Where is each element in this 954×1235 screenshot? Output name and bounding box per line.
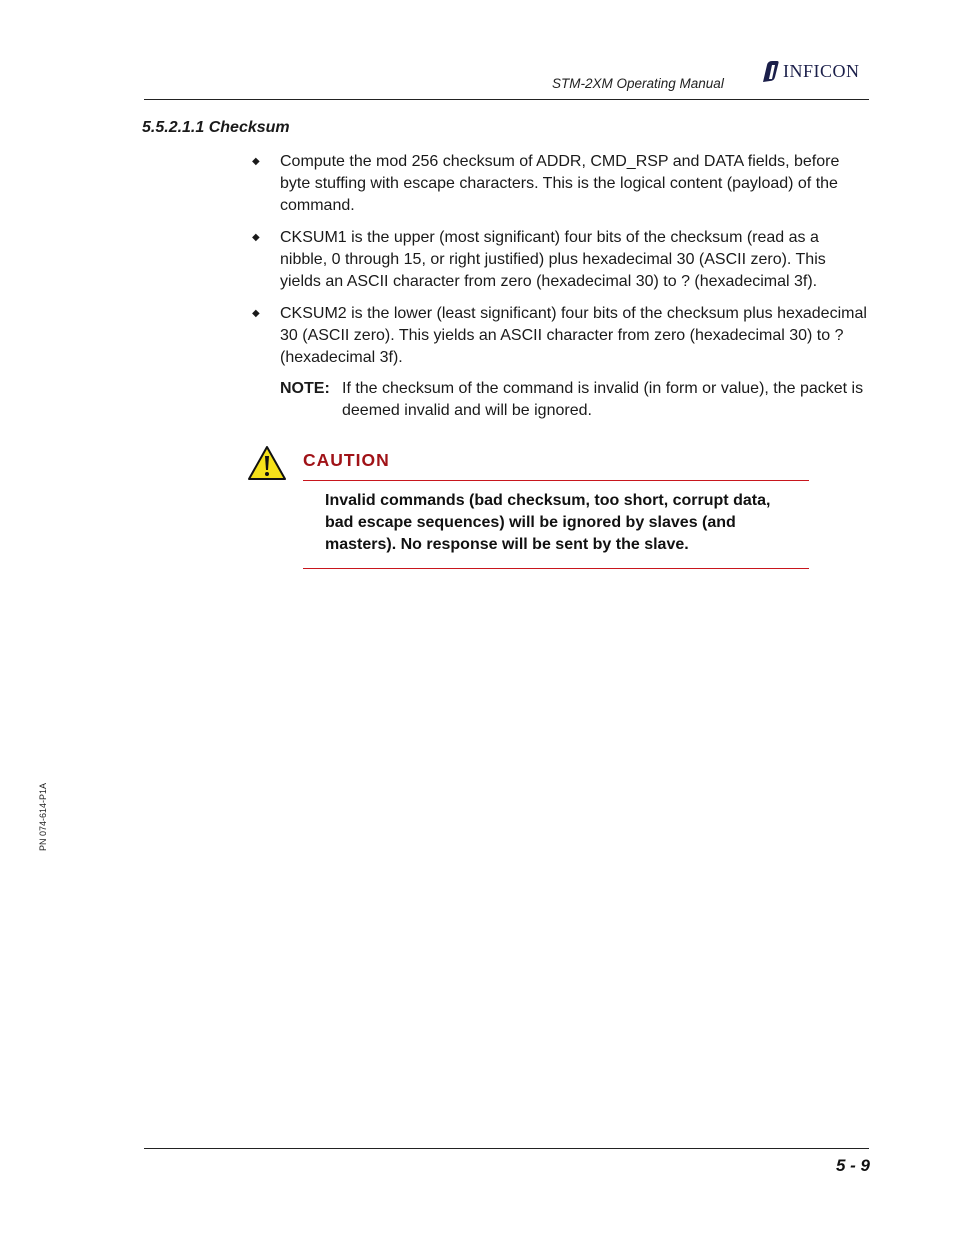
section-heading: 5.5.2.1.1 Checksum — [142, 119, 290, 136]
inficon-logo — [760, 58, 860, 84]
diamond-bullet-icon: ◆ — [252, 308, 260, 319]
caution-heading: CAUTION — [303, 450, 390, 470]
bullet-text: CKSUM1 is the upper (most significant) four bits of the checksum (read as a nibble, 0 through 15, or right justified) plus hexadecimal 30 (ASCII zero). This yields an ASCII character from zero (hexadecimal 30) to ? (hexadecimal 3f). — [280, 229, 826, 290]
logo-text: INFICON — [783, 60, 860, 81]
bullet-list — [250, 151, 870, 379]
caution-body: Invalid commands (bad checksum, too short, corrupt data, bad escape sequences) will be ignored by slaves (and masters). No response will be sent by the slave. — [325, 492, 771, 553]
bullet-text: Compute the mod 256 checksum of ADDR, CMD_RSP and DATA fields, before byte stuffing with escape characters. This is the logical content (payload) of the command. — [280, 153, 840, 214]
caution-bottom-divider — [303, 568, 809, 569]
inficon-logo-mark-icon — [760, 59, 780, 83]
page-number: 5 - 9 — [835, 1156, 870, 1175]
note-text: If the checksum of the command is invalid (in form or value), the packet is deemed invalid and will be ignored. — [342, 380, 864, 419]
note-label: NOTE: — [280, 380, 330, 397]
diamond-bullet-icon: ◆ — [252, 156, 260, 167]
warning-triangle-icon — [247, 445, 287, 481]
diamond-bullet-icon: ◆ — [252, 232, 260, 243]
part-number: PN 074-614-P1A — [38, 782, 48, 852]
manual-title: STM-2XM Operating Manual — [552, 76, 724, 91]
caution-top-divider — [303, 480, 809, 481]
note-block — [280, 378, 875, 422]
header-divider — [144, 99, 869, 100]
list-item — [250, 227, 870, 293]
bullet-text: CKSUM2 is the lower (least significant) four bits of the checksum plus hexadecimal 30 (ASCII zero). This yields an ASCII character from zero (hexadecimal 30) to ? (hexadecimal 3f). — [280, 305, 867, 366]
footer-divider — [144, 1148, 869, 1149]
list-item — [250, 303, 870, 369]
list-item — [250, 151, 870, 217]
